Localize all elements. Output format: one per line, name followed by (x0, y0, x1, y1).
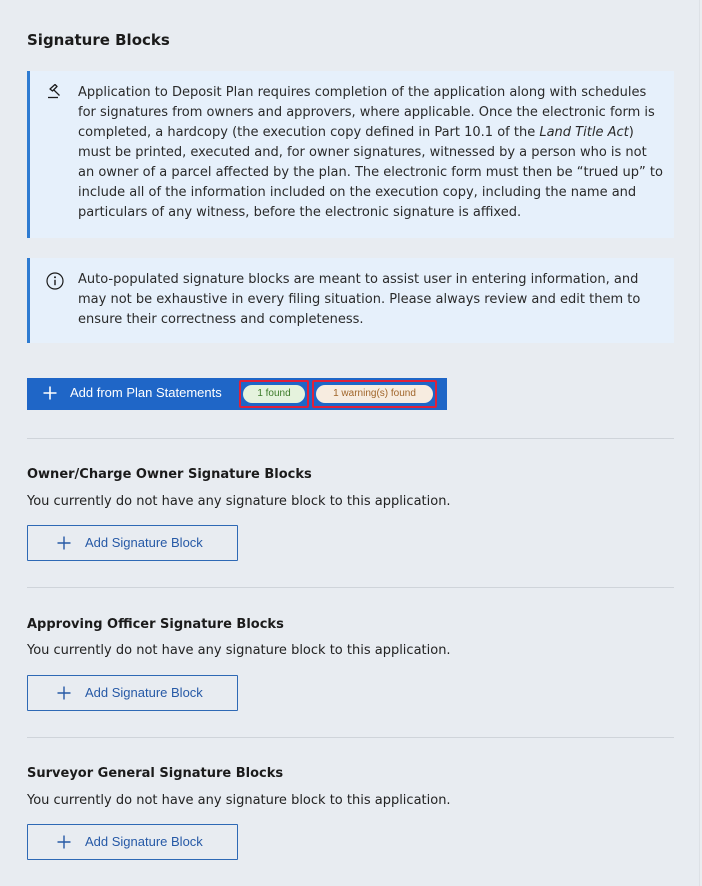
divider (27, 587, 674, 588)
plus-icon (43, 386, 57, 400)
warning-badge: 1 warning(s) found (316, 385, 433, 403)
execution-copy-text: Application to Deposit Plan requires completion of the application along with schedules for signatures from owners and approvers, where applicable. Once the electronic form is completed, a hardcopy (the execution copy defined in Part 10.1 of the Land Title Act) must be printed, executed and, for owner signatures, witnessed by a person who is not an owner of a parcel affected by the plan. The electronic form must then be “trued up” to include all of the information included on the execution copy, including the name and particulars of any witness, before the electronic signature is affixed. (78, 85, 663, 220)
land-title-act-ref: Land Title Act (539, 125, 629, 140)
surveyor-general-blocks-title: Surveyor General Signature Blocks (27, 766, 284, 781)
plus-icon (57, 835, 71, 849)
owner-blocks-empty-message: You currently do not have any signature block to this application. (27, 494, 451, 509)
execution-copy-notice (27, 71, 674, 238)
divider (27, 438, 674, 439)
plus-icon (57, 536, 71, 550)
auto-populated-text: Auto-populated signature blocks are meant to assist user in entering information, and may not be exhaustive in every filing situation. Please always review and edit them to ensure their correctness and completeness. (78, 272, 641, 327)
gavel-icon (45, 84, 65, 104)
found-badge: 1 found (243, 385, 305, 403)
divider (27, 737, 674, 738)
warning-badge-highlight (312, 380, 437, 408)
found-badge-highlight (239, 380, 309, 408)
info-circle-icon (45, 271, 65, 291)
plus-icon (57, 686, 71, 700)
owner-blocks-title: Owner/Charge Owner Signature Blocks (27, 467, 312, 482)
add-signature-block-label: Add Signature Block (85, 834, 203, 849)
add-signature-block-label: Add Signature Block (85, 535, 203, 550)
add-signature-block-label: Add Signature Block (85, 685, 203, 700)
section-title: Signature Blocks (27, 31, 170, 49)
add-from-plan-statements-button[interactable] (27, 378, 447, 410)
approving-officer-blocks-empty-message: You currently do not have any signature block to this application. (27, 643, 451, 658)
surveyor-general-blocks-empty-message: You currently do not have any signature block to this application. (27, 793, 451, 808)
approving-officer-blocks-title: Approving Officer Signature Blocks (27, 617, 284, 632)
add-surveyor-general-signature-block-button[interactable] (27, 824, 238, 860)
auto-populated-notice (27, 258, 674, 343)
add-approving-officer-signature-block-button[interactable] (27, 675, 238, 711)
plan-statements-label: Add from Plan Statements (70, 385, 222, 400)
add-owner-signature-block-button[interactable] (27, 525, 238, 561)
